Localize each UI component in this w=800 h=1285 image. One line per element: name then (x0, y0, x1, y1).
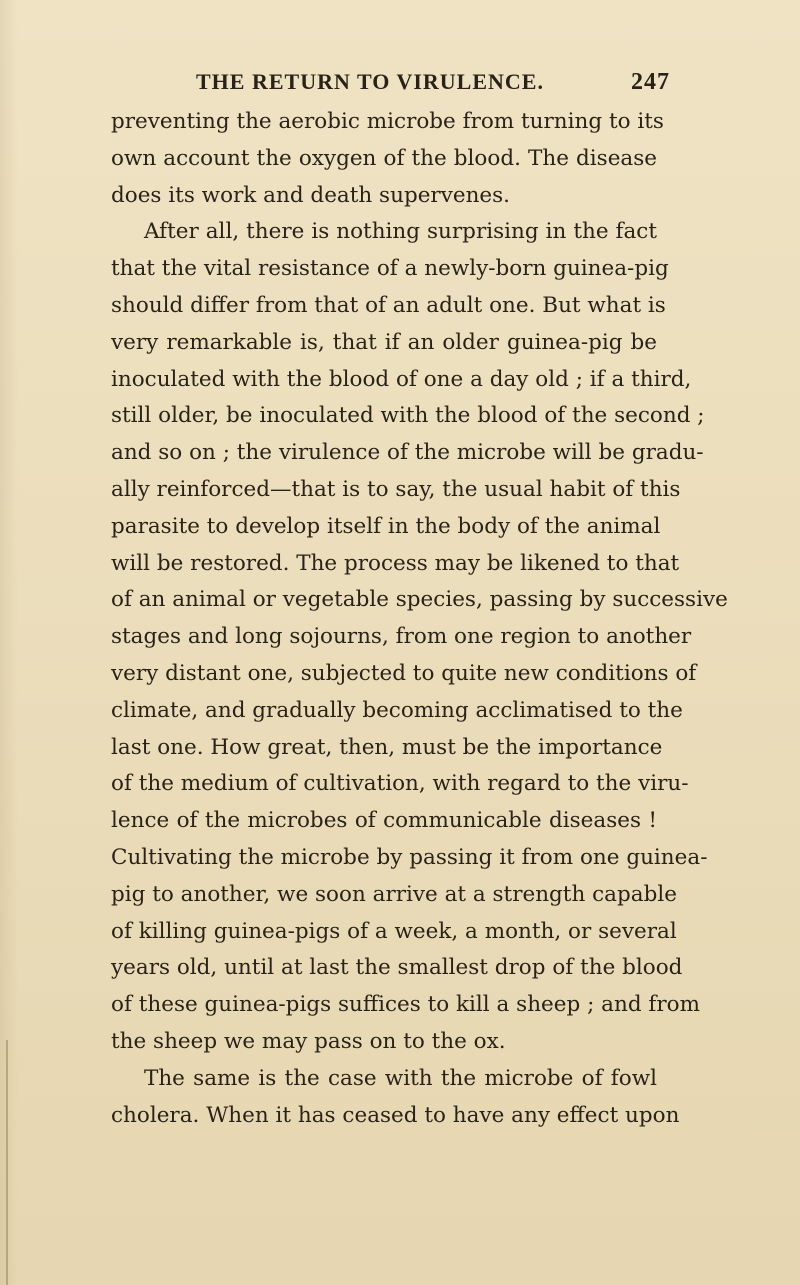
text-line: The same is the case with the microbe of fowl (144, 1065, 657, 1091)
text-line: inoculated with the blood of one a day old ; if a third, (111, 366, 692, 392)
text-line: will be restored. The process may be likened to that (111, 550, 680, 576)
text-line: climate, and gradually becoming acclimatised to the (111, 697, 683, 723)
text-line: own account the oxygen of the blood. The disease (111, 145, 657, 171)
body-text (111, 104, 728, 1134)
text-line: last one. How great, then, must be the importance (111, 734, 663, 760)
text-line: stages and long sojourns, from one region to another (111, 624, 692, 650)
text-line: Cultivating the microbe by passing it from one guinea- (111, 844, 708, 870)
text-line: lence of the microbes of communicable diseases ! (111, 808, 657, 834)
running-head (150, 64, 670, 100)
text-line: that the vital resistance of a newly-born guinea-pig (111, 256, 669, 282)
text-line: of an animal or vegetable species, passing by successive (111, 587, 728, 613)
text-line: ally reinforced—that is to say, the usual habit of this (111, 476, 681, 502)
page-number: 247 (631, 68, 670, 95)
text-line: After all, there is nothing surprising in the fact (144, 219, 657, 245)
text-line: of killing guinea-pigs of a week, a month, or several (111, 918, 677, 944)
text-line: of the medium of cultivation, with regard to the viru- (111, 771, 689, 797)
text-line: does its work and death supervenes. (111, 182, 511, 208)
text-line: very distant one, subjected to quite new conditions of (111, 660, 697, 686)
text-line: cholera. When it has ceased to have any effect upon (111, 1102, 680, 1128)
page-edge-line (6, 1040, 8, 1285)
text-line: and so on ; the virulence of the microbe will be gradu- (111, 440, 704, 466)
text-line: very remarkable is, that if an older guinea-pig be (111, 329, 657, 355)
text-line: the sheep we may pass on to the ox. (111, 1028, 506, 1054)
text-line: years old, until at last the smallest drop of the blood (111, 955, 683, 981)
text-line: parasite to develop itself in the body of the animal (111, 513, 661, 539)
text-line: still older, be inoculated with the blood of the second ; (111, 403, 705, 429)
text-line: of these guinea-pigs suffices to kill a sheep ; and from (111, 992, 701, 1018)
running-title: THE RETURN TO VIRULENCE. (196, 69, 544, 94)
text-line: should differ from that of an adult one. But what is (111, 292, 666, 318)
text-line: pig to another, we soon arrive at a strength capable (111, 881, 677, 907)
text-line: preventing the aerobic microbe from turning to its (111, 109, 664, 134)
